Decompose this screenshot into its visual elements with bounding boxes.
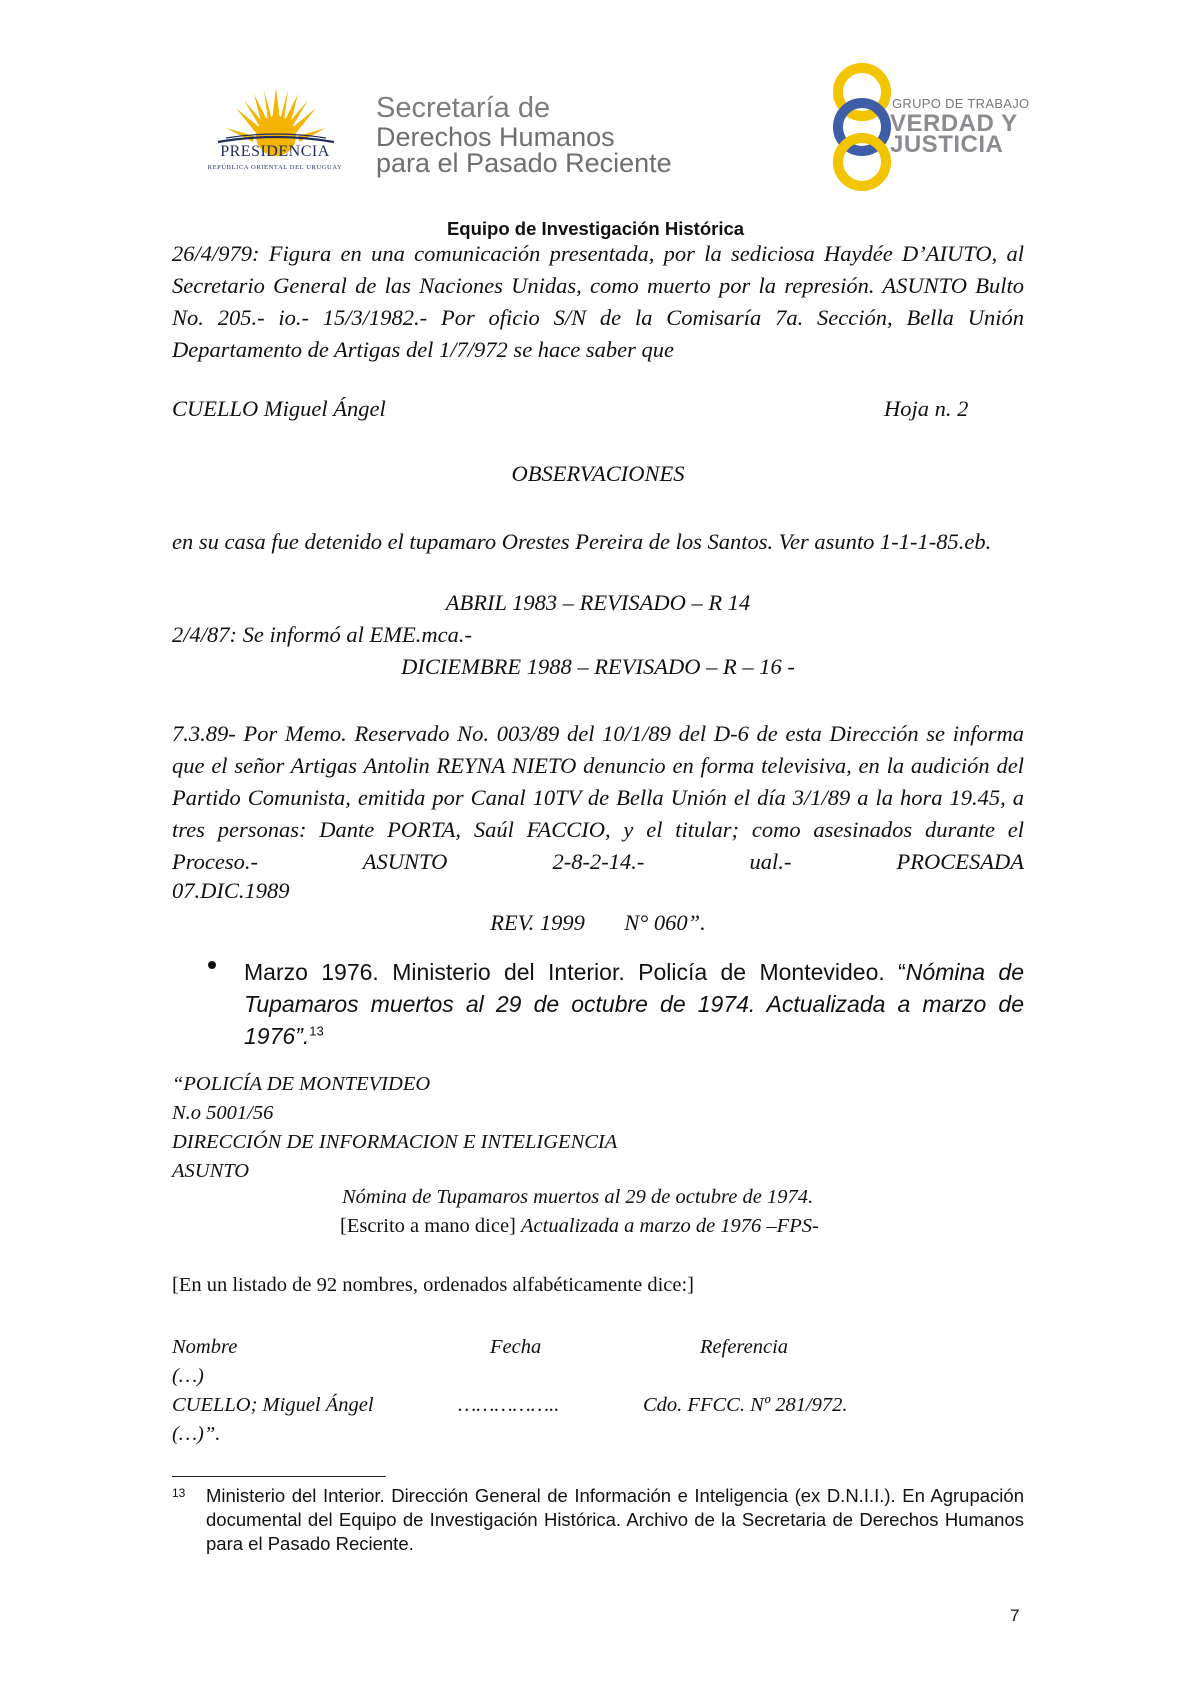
footnote-divider (172, 1476, 386, 1477)
footnote-ref: 13 (309, 1023, 324, 1039)
doc-line-2: N.o 5001/56 (172, 1102, 274, 1124)
paragraph-3-last: 07.DIC.1989 (172, 878, 290, 903)
doc-subject: Nómina de Tupamaros muertos al 29 de octubre de 1974. (342, 1186, 814, 1208)
doc-handwritten (340, 1215, 819, 1238)
table-header-referencia: Referencia (700, 1336, 789, 1358)
bullet-italic: Nómina de Tupamaros muertos al 29 de octubre de 1974. Actualizada a marzo de 1976”. (244, 959, 1025, 1049)
secretaria-line-1: Secretaría de (376, 92, 551, 124)
observaciones-heading: OBSERVACIONES (511, 461, 685, 486)
page-number: 7 (1010, 1606, 1020, 1625)
handwritten-text: Actualizada a marzo de 1976 –FPS- (521, 1215, 819, 1237)
handwritten-prefix: [Escrito a mano dice] (340, 1215, 522, 1237)
team-heading: Equipo de Investigación Histórica (446, 218, 745, 239)
paragraph-1: 26/4/979: Figura en una comunicación presentada, por la sediciosa Haydée D’AIUTO, al Secretario General de las Naciones Unidas, como muerto por la represión. ASUNTO Bulto No. 205.- io.- 15/3/1982.- Por oficio S/N de la Comisaría 7a. Sección, Bella Unión Departamento de Artigas del 1/7/972 se hace saber que (172, 241, 1024, 362)
listing-note: [En un listado de 92 nombres, ordenados alfabéticamente dice:] (172, 1274, 694, 1296)
table-header-fecha: Fecha (490, 1336, 542, 1358)
presidencia-name: PRESIDENCIA (220, 143, 330, 160)
doc-line-4: ASUNTO (172, 1160, 250, 1182)
revision-3: REV. 1999 N° 060”. (490, 910, 706, 935)
record-name: CUELLO Miguel Ángel (172, 396, 386, 421)
revision-2: DICIEMBRE 1988 – REVISADO – R – 16 - (401, 654, 795, 679)
table-ellipsis-end: (…)”. (172, 1423, 221, 1445)
table-row-nombre: CUELLO; Miguel Ángel (172, 1394, 374, 1416)
secretaria-line-3: para el Pasado Reciente (376, 148, 672, 178)
table-header-nombre: Nombre (172, 1336, 238, 1358)
table-ellipsis-start: (…) (172, 1365, 204, 1387)
table-row-fecha: …………….. (458, 1394, 560, 1416)
sheet-number: Hoja n. 2 (884, 396, 969, 421)
footnote-text: Ministerio del Interior. Dirección General de Información e Inteligencia (ex D.N.I.I.). En Agrupación documental del Equipo de Investigación Histórica. Archivo de la Secretaria de Derechos Humanos para el Pasado Reciente. (206, 1485, 1024, 1554)
bullet-dot (208, 961, 216, 969)
paragraph-2: en su casa fue detenido el tupamaro Orestes Pereira de los Santos. Ver asunto 1-1-1-85.eb. (172, 529, 992, 554)
table-row-referencia: Cdo. FFCC. Nº 281/972. (643, 1394, 848, 1416)
informed-line: 2/4/87: Se informó al EME.mca.- (172, 622, 472, 647)
bullet-plain: Marzo 1976. Ministerio del Interior. Policía de Montevideo. “ (244, 959, 906, 985)
doc-line-1: “POLICÍA DE MONTEVIDEO (172, 1073, 431, 1095)
secretaria-line-2: Derechos Humanos (376, 122, 615, 152)
revision-1: ABRIL 1983 – REVISADO – R 14 (445, 590, 751, 615)
doc-line-3: DIRECCIÓN DE INFORMACION E INTELIGENCIA (172, 1131, 618, 1153)
grupo-line-3: JUSTICIA (890, 131, 1004, 158)
presidencia-subtitle: REPÚBLICA ORIENTAL DEL URUGUAY (207, 164, 343, 171)
grupo-line-1: GRUPO DE TRABAJO (892, 96, 1030, 111)
footnote-number: 13 (172, 1486, 186, 1500)
paragraph-3: 7.3.89- Por Memo. Reservado No. 003/89 del 10/1/89 del D-6 de esta Dirección se informa que el señor Artigas Antolin REYNA NIETO denuncio en forma televisiva, en la audición del Partido Comunista, emitida por Canal 10TV de Bella Unión el día 3/1/89 a la hora 19.45, a tres personas: Dante PORTA, Saúl FACCIO, y el titular; como asesinados durante el Proceso.- ASUNTO 2-8-2-14.- ual.- PROCESADA (172, 721, 1024, 874)
bullet-item (244, 956, 1024, 1052)
grupo-line-2: VERDAD Y (890, 110, 1018, 137)
